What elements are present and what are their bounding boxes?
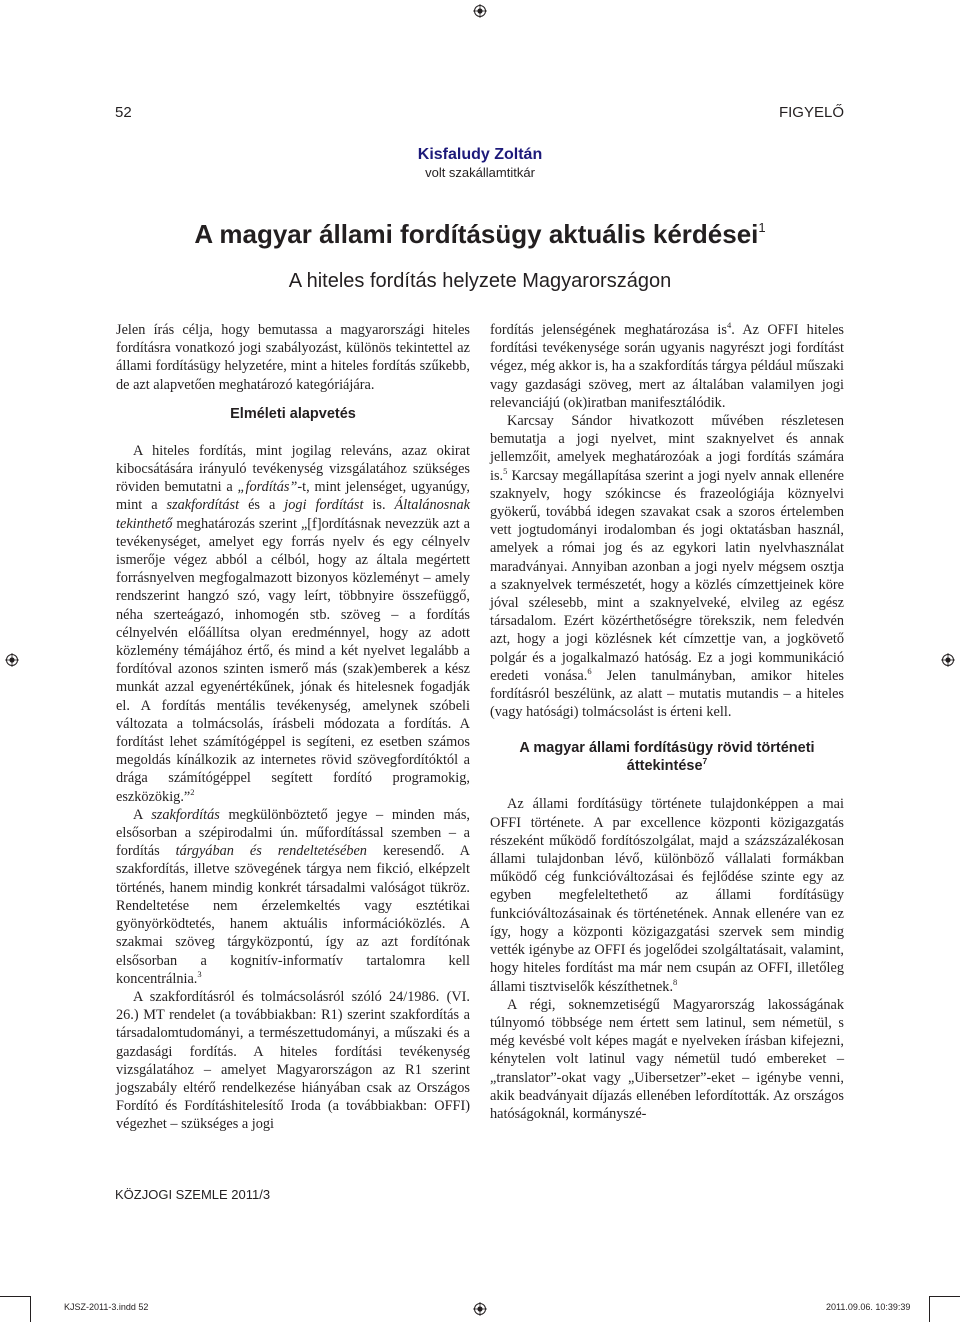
author-name: Kisfaludy Zoltán bbox=[417, 146, 543, 163]
section-label: FIGYELŐ bbox=[778, 104, 844, 121]
author-role: volt szakállamtitkár bbox=[425, 165, 535, 180]
journal-footer: KÖZJOGI SZEMLE 2011/3 bbox=[115, 1187, 271, 1202]
body-paragraph: A szakfordításról és tolmácsolásról szóló 24/1986. (VI. 26.) MT rendelet (a továbbiakban: R1) szerint szakfordítás a társadalomtudományi, a természettudományi, a műszaki és a gazdasági fordítás. A hiteles fordítási tevékenység vizsgálatához – amelyet Magyarországon az R1 szerint jogszabály eltérő rendelkezése hiányában csak az Országos Fordító és Fordításhitelesítő Iroda (a továbbiakban: OFFI) végezhet – szükséges a jogi bbox=[116, 988, 470, 1133]
left-column bbox=[116, 321, 470, 1134]
section-heading: Elméleti alapvetés bbox=[230, 405, 356, 422]
section-heading: A magyar állami fordításügy rövid történeti áttekintése$^7$ bbox=[519, 740, 815, 775]
body-paragraph: A szakfordítás megkülönböztető jegye – minden más, elsősorban a szépirodalmi ún. műfordítással szemben – a fordítás tárgyában és rendeltetésében keresendő. A szakfordítás, illetve szövegének tárgya nem fikció, elképzelt történés, hanem mindig konkrét társadalmi valóságot tükröz. Rendeltetése nem érzelemkeltés vagy esztétikai gyönyörködtetés, hanem aktuális információközlés. A szakmai szöveg tárgyközpontú, így az azt fordítónak elsősorban a kognitív-informatív tartalomra kell koncentrálnia.$^3$ bbox=[116, 806, 471, 987]
intro-paragraph: Jelen írás célja, hogy bemutassa a magyarországi hiteles fordításra vonatkozó jogi szabályozást, különös tekintettel az állami fordításügy helyzetére, mint a hiteles fordítás szűkebb, de azt alapvetően meghatározó kategóriájára. bbox=[116, 322, 470, 393]
registration-mark-icon bbox=[5, 653, 19, 667]
slug-datetime: 2011.09.06. 10:39:39 bbox=[826, 1302, 911, 1312]
footnote-ref: 1 bbox=[758, 220, 766, 235]
body-paragraph: A hiteles fordítás, mint jogilag releváns, azaz okirat kibocsátására irányuló tevékenység vizsgálatához szükséges röviden bemutatni a „fordítás”-t, mint jelenséget, ugyanúgy, mint a szakfordítást és a jogi fordítást is. Általánosnak tekinthető meghatározás szerint „[f]ordításnak nevezzük azt a tevékenységet, amelyet egy forrás nyelv és egy célnyelv ismerője végez abból a célból, hogy az általa megértett forrásnyelven megfogalmazott bizonyos közleményt – amely rendszerint hangzó szó, vagy leírt, többnyire összefüggő, néha szerteágazó, inhomogén stb. szöveg – a fordítás célnyelvén előállítsa olyan eredménnyel, hogy az adott közlemény témájához értő, és mind a két nyelvet legalább a fordítóval azonos szinten ismerő más (szak)emberek a kész munkát azzal egyenértékűnek, jónak és hitelesnek fogadják el. A fordítás mentális tevékenység, amelynek szóbeli változata a tolmácsolás, írásbeli módozata a fordítás. A fordítást lehet számítógéppel is segíteni, ez esetben számos megoldás kínálkozik az internetes rövid szövegfordítóktól a drága számítógéppel segített fordító programokig, eszközökig.”$^2$ bbox=[116, 442, 470, 805]
crop-mark bbox=[30, 1296, 31, 1322]
body-paragraph: fordítás jelenségének meghatározása $is^4$. Az OFFI hiteles fordítási tevékenysége során ugyanis nagyrészt jogi fordítást végez, még akkor is, ha a szakfordítás tárgya például műszaki vagy gazdasági szöveg, mert az általában valamilyen jogi relevanciájú (ok)iratban manifesztálódik. bbox=[490, 320, 844, 411]
crop-mark bbox=[0, 1296, 30, 1297]
footnote-ref: 8 bbox=[673, 976, 678, 987]
article-subtitle: A hiteles fordítás helyzete Magyarországon bbox=[288, 270, 672, 292]
crop-mark bbox=[930, 1296, 960, 1297]
right-column bbox=[490, 321, 844, 1123]
body-paragraph: Az állami fordításügy története tulajdonképpen a mai OFFI története. A par excellence központi közigazgatás részeként működő fordítószolgálat, majd a százszázalékosan állami tulajdonban lévő, különböző vállalati formákban működő cég funkcióváltozásai és fejlődése szinte egy az egyben megfeleltethető az állami fordításügy funkcióváltozásainak és történetének. Annak ellenére van ez így, hogy a központi közigazgatási szervek sem mindig vették igénybe az OFFI és jogelődei szolgáltatásait, valamint, hogy hiteles fordítást ma már nem csupán az OFFI, illetőleg állami tisztviselők készíthetnek.$^8$ bbox=[490, 796, 844, 995]
body-paragraph: A régi, soknemzetiségű Magyarország lakosságának túlnyomó többsége nem értett sem latinul, sem németül, s még kevésbé volt képes magát e nyelveken írásban kifejezni, kénytelen volt latinul vagy németül tudó embereket – „translator”-okat vagy „Uibersetzer”-eket – igénybe venni, akik beadványait díjazás ellenében lefordították. Az országos hatóságoknál, kormányszé- bbox=[490, 996, 844, 1122]
footnote-ref: 7 bbox=[702, 756, 708, 767]
footnote-ref: 2 bbox=[190, 786, 195, 797]
footnote-ref: 3 bbox=[197, 968, 202, 979]
slug-file: KJSZ-2011-3.indd 52 bbox=[64, 1302, 149, 1312]
title-text: A magyar állami fordításügy aktuális kérdései bbox=[194, 219, 759, 249]
footnote-ref: 6 bbox=[587, 666, 592, 677]
article-title bbox=[0, 219, 960, 250]
registration-mark-icon bbox=[941, 653, 955, 667]
page-number: 52 bbox=[115, 104, 132, 121]
crop-mark bbox=[929, 1296, 930, 1322]
footnote-ref: 4 bbox=[726, 320, 732, 331]
registration-mark-icon bbox=[473, 1302, 487, 1316]
body-paragraph: Karcsay Sándor hivatkozott művében részletesen bemutatja a jogi nyelvet, mint szaknyelvet és annak jellemzőit, amelyek meghatározóak a jogi fordítás számára is.$^5$ Karcsay megállapítása szerint a jogi nyelv annak ellenére szaknyelv, hogy szókincse és frazeológiája köznyelvi gyökerű, továbbá idegen szavakat csak a szoros értelemben vett jogtudományi irodalomban és jogi oktatásban használ, amelyek a római jog és az egykori latin nyelvhasználat maradványai. Annyiban azonban a jogi nyelv mégsem osztja a szaknyelvek természetét, hogy a közlés címzettjeinek köre jóval szélesebb, mint a szaknyelveké, elvileg az egész társadalom. Ezért közérthetőségre törekszik, nem feledvén azt, hogy a jogi közlésnek két címzettje van, a jogkövető polgár és a jogalkalmazó hatóság. Ez a jogi kommunikáció eredeti vonása.$^6$ Jelen tanulmányban, amikor hiteles fordításról beszélünk, az alatt – mutatis mutandis – a hiteles (vagy hatósági) tolmácsolást is érteni kell. bbox=[490, 413, 844, 721]
registration-mark-icon bbox=[473, 4, 487, 18]
footnote-ref: 5 bbox=[503, 465, 508, 476]
